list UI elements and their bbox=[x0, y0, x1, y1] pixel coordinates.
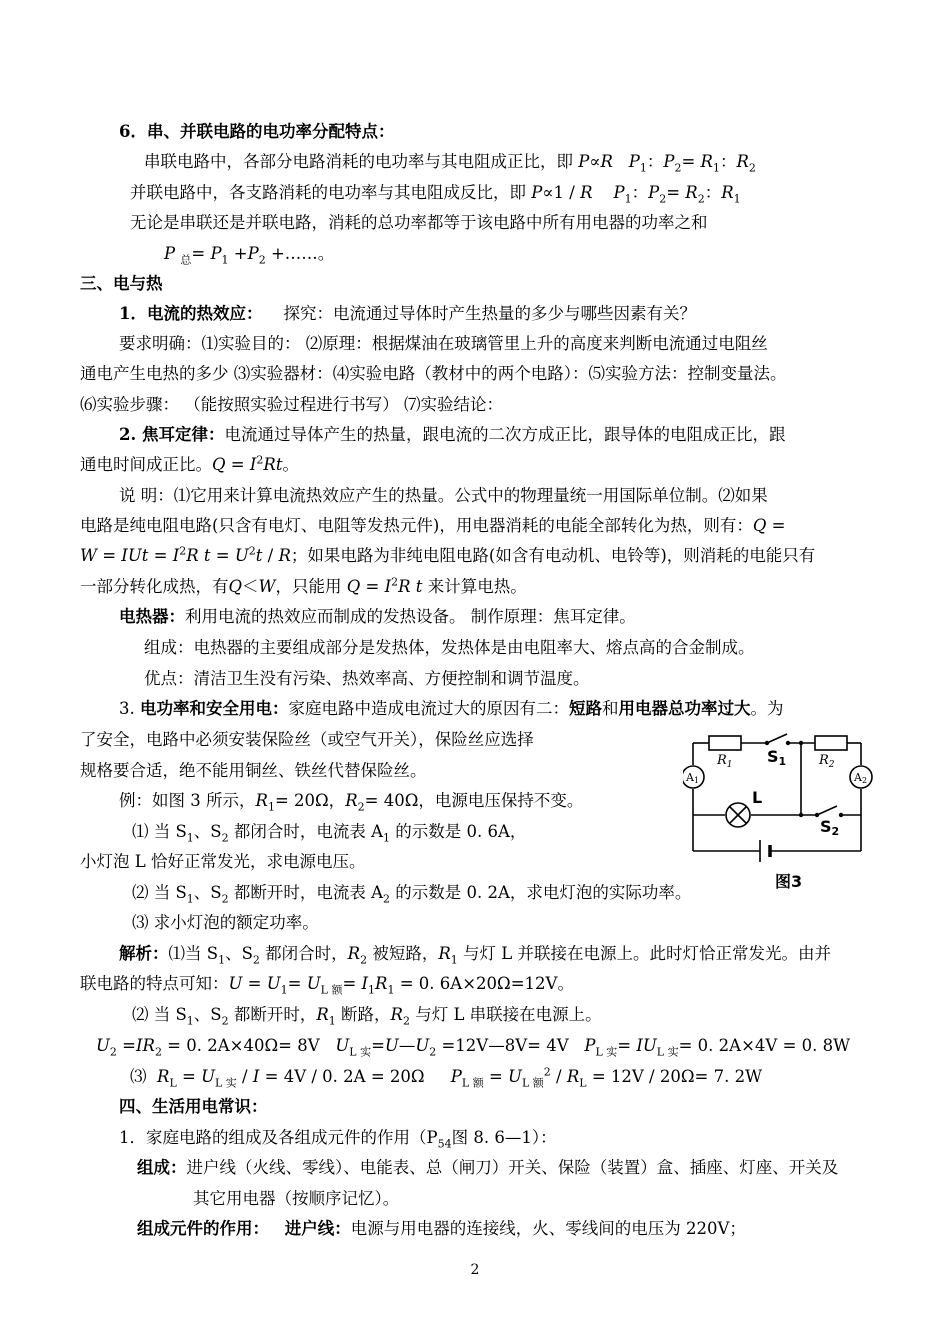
solution-line-2: 联电路的特点可知：$U = U_1= U_{L 额}= I_1R_1 = 0$. 6A×20Ω=12V。 bbox=[80, 974, 574, 997]
series-power-line: 串联电路中，各部分电路消耗的电功率与其电阻成正比，即 P∝R $P_1$：$P_2= R_1$：$R_2$ bbox=[144, 152, 756, 175]
note-line-3: W = IUt = $I^2R$ $t = U^2t / R$；如果电路为非纯电阻电路(如含有电动机、电铃等)，则消耗的电能只有 bbox=[80, 544, 816, 565]
requirement-line-1: 要求明确：⑴实验目的： ⑵原理：根据煤油在玻璃管里上升的高度来判断电流通过电阻丝 bbox=[119, 334, 768, 353]
safety-title: 电功率和安全用电： bbox=[140, 699, 289, 718]
r2-label: $R_2$ bbox=[819, 753, 835, 770]
heater-advantages: 优点：清洁卫生没有污染、热效率高、方便控制和调节温度。 bbox=[144, 669, 590, 688]
series-power-text: 串联电路中，各部分电路消耗的电功率与其电阻成正比，即 bbox=[144, 152, 573, 171]
composition-line-2: 其它用电器（按顺序记忆）。 bbox=[193, 1189, 400, 1208]
solution-1-a: ⑴当 S bbox=[168, 944, 219, 963]
heater-composition: 组成：电热器的主要组成部分是发热体，发热体是由电阻率大、熔点高的合金制成。 bbox=[144, 638, 755, 657]
requirement-line-3: ⑹实验步骤： （能按照实验过程进行书写） ⑺实验结论： bbox=[80, 395, 503, 414]
page-ref-sub: 54 bbox=[437, 1137, 452, 1151]
solution-3-a: ⑵ 当 S bbox=[132, 1005, 187, 1024]
safety-line-3: 规格要合适，绝不能用铜丝、铁丝代替保险丝。 bbox=[80, 761, 427, 780]
resistor-r2 bbox=[815, 736, 847, 750]
solution-1-c: 被短路， bbox=[372, 944, 439, 963]
safety-tail: 。为 bbox=[750, 699, 784, 718]
resistor-r1 bbox=[709, 736, 741, 750]
lamp-label: L bbox=[752, 788, 763, 807]
joule-law-line-2: 通电时间成正比。$Q = I^2Rt$。 bbox=[80, 453, 299, 474]
a2-label: A2 bbox=[854, 771, 868, 785]
heat-effect-line bbox=[119, 303, 696, 325]
question-1-line-2: 小灯泡 L 恰好正常发光，求电源电压。 bbox=[80, 852, 366, 871]
household-heading-b: 图 8. 6—1）： bbox=[451, 1128, 557, 1147]
solution-3-c: 断路， bbox=[341, 1005, 391, 1024]
safety-number: 3. bbox=[119, 699, 135, 718]
requirement-line-2: 通电产生电热的多少 ⑶实验器材：⑷实验电路（教材中的两个电路）：⑸实验方法：控制变量法。 bbox=[80, 364, 787, 383]
heater-line bbox=[119, 606, 636, 628]
solution-3-b: 都断开时， bbox=[233, 1005, 317, 1024]
figure-caption: 图3 bbox=[775, 872, 803, 891]
safety-text: 家庭电路中造成电流过大的原因有二： bbox=[288, 699, 569, 718]
safety-line-2: 了安全，电路中必须安装保险丝（或空气开关），保险丝应选择 bbox=[80, 730, 534, 749]
household-heading-a: 1．家庭电路的组成及各组成元件的作用（P bbox=[119, 1128, 438, 1147]
example-text-b: = 20Ω， bbox=[274, 791, 346, 810]
question-2-a: ⑵ 当 S bbox=[132, 883, 187, 902]
total-power-formula: P $_总= P_1 +P_2$ +……。 bbox=[164, 244, 335, 267]
question-1-c: 的示数是 0. 6A， bbox=[395, 822, 527, 841]
note-line-1: 说 明：⑴它用来计算电流热效应产生的热量。公式中的物理量统一用国际单位制。⑵如果 bbox=[119, 486, 768, 505]
total-power-statement: 无论是串联还是并联电路，消耗的总功率都等于该电路中所有用电器的功率之和 bbox=[130, 213, 708, 232]
note-line-2: 电路是纯电阻电路(只含有电灯、电阻等发热元件)，用电器消耗的电能全部转化为热，则有：Q = bbox=[80, 516, 786, 535]
section-4-title: 四、生活用电常识： bbox=[119, 1097, 268, 1116]
heater-text: 利用电流的热效应而制成的发热设备。 制作原理：焦耳定律。 bbox=[185, 607, 636, 626]
joule-law-text-2: 通电时间成正比。 bbox=[80, 455, 212, 474]
circuit-figure-3 bbox=[683, 727, 878, 902]
note-text-4c: 来计算电热。 bbox=[427, 577, 527, 596]
parallel-power-line: 并联电路中，各支路消耗的电功率与其电阻成反比，即 P∝1 / R $P_1$：$P_2= R_2$：$R_1$ bbox=[130, 183, 741, 206]
example-text-c: = 40Ω，电源电压保持不变。 bbox=[364, 791, 584, 810]
solution-line-4: $U_2 =IR_2 = 0$. 2A×40Ω= 8V $U_{L 实}=U—U_2$ =12V—8V= 4V $P_{L 实}= IU_{L 实}= 0$. 2A×4V = 0. 8W bbox=[96, 1036, 851, 1059]
solution-line-5: ⑶ $R_L = U_{L 实} / I = 4V / 0$. 2A = 20Ω $P_{L 额} = U_{L 额}^2 / R_L = 12V / 20\Omega= 7$. 2W bbox=[130, 1065, 763, 1090]
safety-and: 和 bbox=[602, 699, 619, 718]
note-text-4b: ，只能用 bbox=[275, 577, 342, 596]
total-subscript: 总 bbox=[180, 253, 192, 267]
joule-law-line-1 bbox=[119, 424, 785, 446]
heat-effect-text: 探究：电流通过导体时产生热量的多少与哪些因素有关？ bbox=[283, 304, 696, 323]
s1-label: S1 bbox=[767, 747, 787, 768]
question-1-a: ⑴ 当 S bbox=[132, 822, 187, 841]
composition-text: 进户线（火线、零线）、电能表、总（闸刀）开关、保险（装置）盒、插座、灯座、开关及 bbox=[186, 1158, 839, 1177]
heat-effect-title: 1．电流的热效应： bbox=[119, 304, 263, 323]
question-2-b: 都断开时，电流表 A bbox=[233, 883, 384, 902]
safety-line-1 bbox=[119, 698, 784, 720]
component-roles-title: 组成元件的作用： bbox=[137, 1219, 269, 1238]
solution-3-d: 与灯 L 串联接在电源上。 bbox=[415, 1005, 602, 1024]
question-1-b: 都闭合时，电流表 A bbox=[233, 822, 384, 841]
joule-law-title: 2. 焦耳定律： bbox=[119, 425, 225, 444]
solution-line-3: ⑵ 当 $S_1$、$S_2$ 都断开时，$R_1$ 断路，$R_2$ 与灯 L 串联接在电源上。 bbox=[132, 1005, 602, 1028]
page-number: 2 bbox=[470, 1262, 480, 1278]
short-circuit-term: 短路 bbox=[569, 699, 602, 718]
composition-title: 组成： bbox=[137, 1158, 187, 1177]
parallel-power-text: 并联电路中，各支路消耗的电功率与其电阻成反比，即 bbox=[130, 183, 526, 202]
service-line-title: 进户线： bbox=[284, 1219, 351, 1238]
note-text-3: ；如果电路为非纯电阻电路(如含有电动机、电铃等)，则消耗的电能只有 bbox=[290, 546, 816, 565]
overload-term: 用电器总功率过大 bbox=[618, 699, 751, 718]
solution-1-d: 与灯 L 并联接在电源上。此时灯恰正常发光。由并 bbox=[463, 944, 831, 963]
question-3: ⑶ 求小灯泡的额定功率。 bbox=[132, 913, 319, 932]
household-heading bbox=[119, 1127, 557, 1149]
example-line: 例：如图 3 所示，$R_1= 20\Omega$，$R_2= 40\Omega$，电源电压保持不变。 bbox=[119, 791, 584, 814]
section-6-title: 6．串、并联电路的电功率分配特点： bbox=[119, 122, 395, 141]
a1-label: A1 bbox=[686, 771, 700, 785]
note-text-4a: 一部分转化成热，有 bbox=[80, 577, 229, 596]
question-2-c: 的示数是 0. 2A，求电灯泡的实际功率。 bbox=[395, 883, 692, 902]
rated-sub: 额 bbox=[331, 983, 343, 997]
r1-label: $R_1$ bbox=[717, 753, 733, 770]
component-roles-line bbox=[137, 1218, 746, 1240]
solution-2-a: 联电路的特点可知： bbox=[80, 974, 229, 993]
solution-title: 解析： bbox=[119, 944, 169, 963]
note-text-2: 电路是纯电阻电路(只含有电灯、电阻等发热元件)，用电器消耗的电能全部转化为热，则有： bbox=[80, 516, 753, 535]
section-3-title: 三、电与热 bbox=[80, 274, 163, 293]
switch-s2 bbox=[817, 806, 837, 815]
service-line-text: 电源与用电器的连接线，火、零线间的电压为 220V； bbox=[350, 1219, 746, 1238]
battery bbox=[760, 840, 770, 862]
question-2: ⑵ 当 $S_1$、$S_2$ 都断开时，电流表 $A_2$ 的示数是 0. 2A，求电灯泡的实际功率。 bbox=[132, 883, 692, 906]
s2-label: S2 bbox=[820, 817, 840, 838]
composition-line-1 bbox=[137, 1157, 838, 1179]
heater-title: 电热器： bbox=[119, 607, 185, 626]
switch-s1 bbox=[767, 734, 787, 743]
note-line-4: 一部分转化成热，有Q＜W，只能用 $Q = I^2R$ t 来计算电热。 bbox=[80, 575, 527, 596]
solution-line-1: 解析：⑴当 $S_1$、$S_2$ 都闭合时，$R_2$ 被短路，$R_1$ 与灯 L 并联接在电源上。此时灯恰正常发光。由并 bbox=[119, 944, 831, 967]
joule-law-text: 电流通过导体产生的热量，跟电流的二次方成正比，跟导体的电阻成正比，跟 bbox=[224, 425, 786, 444]
question-1: ⑴ 当 $S_1$、$S_2$ 都闭合时，电流表 $A_1$ 的示数是 0. 6A， bbox=[132, 822, 527, 845]
example-text-a: 例：如图 3 所示， bbox=[119, 791, 256, 810]
solution-1-b: 都闭合时， bbox=[265, 944, 348, 963]
